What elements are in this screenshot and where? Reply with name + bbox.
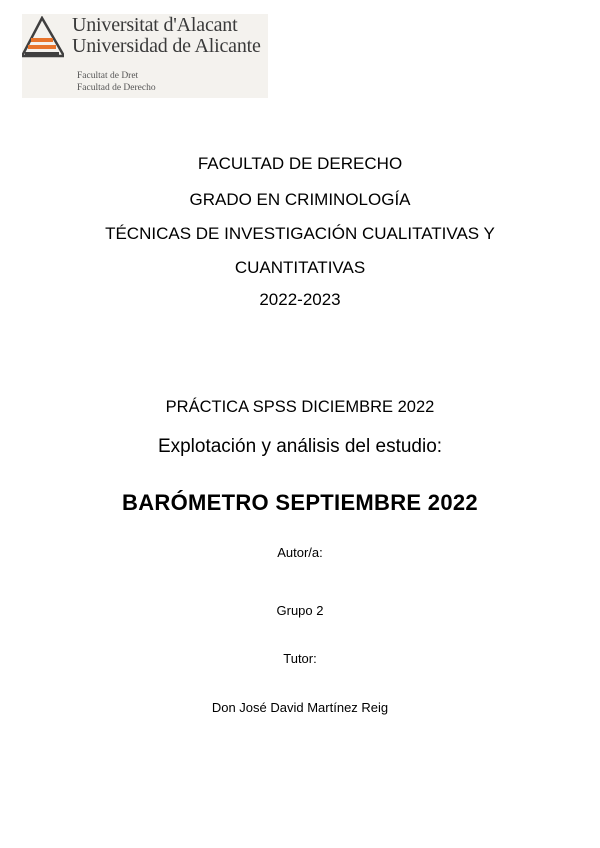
academic-year: 2022-2023 xyxy=(259,290,341,309)
practice-title: PRÁCTICA SPSS DICIEMBRE 2022 xyxy=(165,398,435,416)
degree-heading: GRADO EN CRIMINOLOGÍA xyxy=(189,190,411,209)
faculty-name-valencian: Facultat de Dret xyxy=(77,71,139,81)
university-name-spanish: Universidad de Alicante xyxy=(72,35,261,57)
tutor-label: Tutor: xyxy=(283,651,317,666)
course-title-line-1: TÉCNICAS DE INVESTIGACIÓN CUALITATIVAS Y xyxy=(105,224,495,243)
study-subtitle: Explotación y análisis del estudio: xyxy=(157,436,443,457)
course-title-line-2: CUANTITATIVAS xyxy=(234,258,366,277)
author-value: Grupo 2 xyxy=(276,603,324,618)
faculty-name-spanish: Facultad de Derecho xyxy=(77,83,156,93)
tutor-value: Don José David Martínez Reig xyxy=(211,700,389,715)
university-logo xyxy=(22,14,268,98)
university-name-valencian: Universitat d'Alacant xyxy=(72,14,238,36)
author-label: Autor/a: xyxy=(277,545,323,560)
faculty-heading: FACULTAD DE DERECHO xyxy=(197,154,403,173)
university-emblem-icon xyxy=(22,16,64,58)
main-title: BARÓMETRO SEPTIEMBRE 2022 xyxy=(122,490,478,515)
